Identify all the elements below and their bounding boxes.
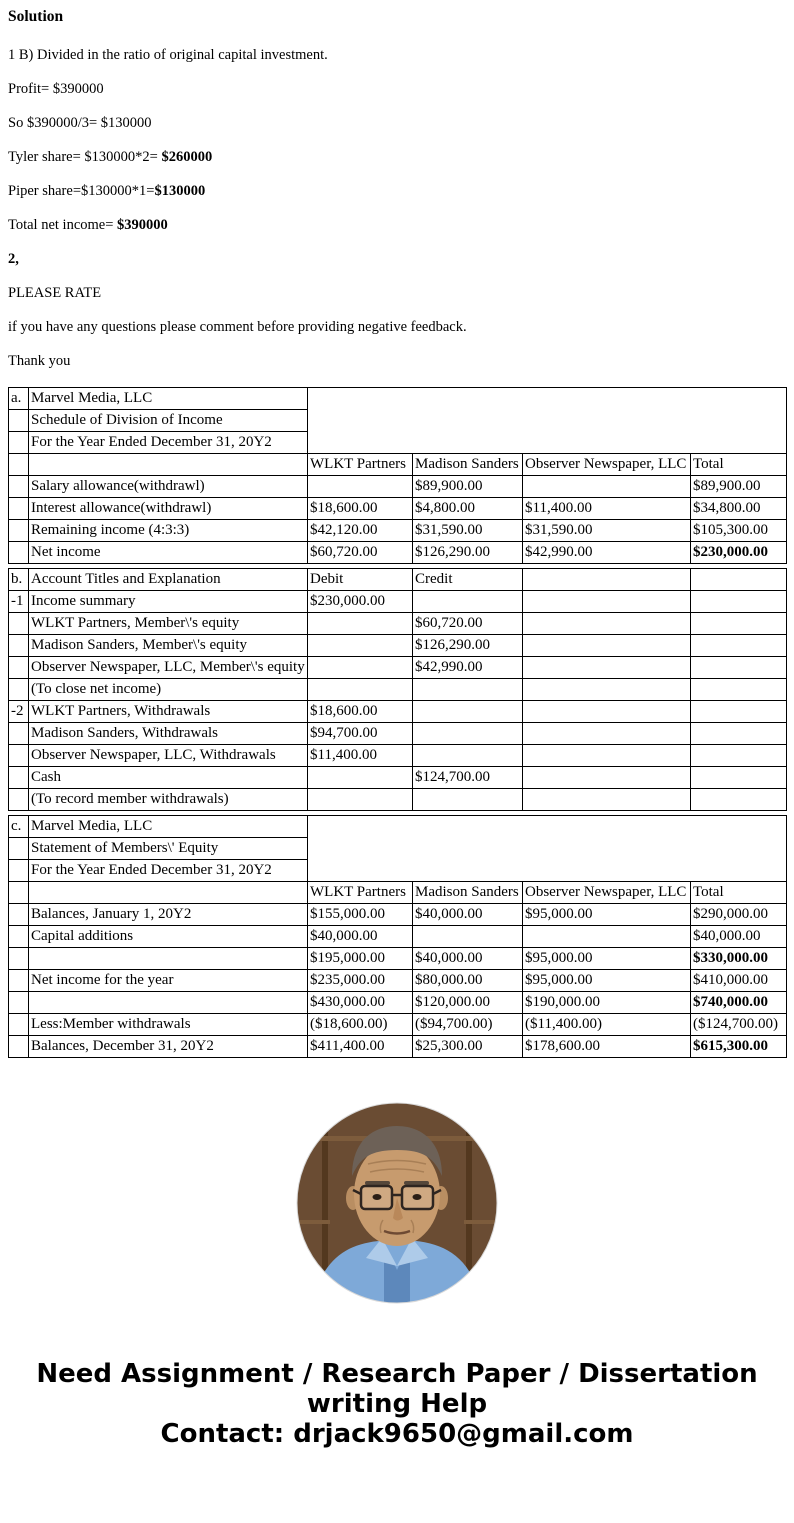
table-cell <box>523 569 691 591</box>
footer-help-text: Need Assignment / Research Paper / Dissertation writing Help <box>36 1359 758 1419</box>
footer-contact-email: Contact: drjack9650@gmail.com <box>160 1419 634 1449</box>
table-cell <box>9 498 29 520</box>
table-row <box>9 476 787 498</box>
table-cell: Total <box>691 454 787 476</box>
table-cell <box>691 679 787 701</box>
table-cell <box>308 388 787 454</box>
table-row <box>9 635 787 657</box>
table-cell: For the Year Ended December 31, 20Y2 <box>29 860 308 882</box>
table-cell <box>523 701 691 723</box>
table-cell: Madison Sanders, Withdrawals <box>29 723 308 745</box>
table-cell <box>9 679 29 701</box>
table-cell <box>691 701 787 723</box>
table-cell: $195,000.00 <box>308 948 413 970</box>
table-cell: Cash <box>29 767 308 789</box>
table-cell <box>9 613 29 635</box>
table-row <box>9 767 787 789</box>
solution-paragraph: Piper share=$130000*1=$130000 <box>8 183 206 199</box>
table-row <box>9 613 787 635</box>
tutor-photo-image <box>296 1102 498 1304</box>
table-cell <box>308 476 413 498</box>
table-cell <box>413 679 523 701</box>
table-cell: $230,000.00 <box>691 542 787 564</box>
table-row <box>9 789 787 811</box>
table-row <box>9 454 787 476</box>
table-row <box>9 591 787 613</box>
table-cell <box>9 657 29 679</box>
table-cell <box>691 569 787 591</box>
solution-paragraph: Thank you <box>8 353 71 369</box>
table-row <box>9 926 787 948</box>
table-cell <box>691 745 787 767</box>
table-cell <box>523 745 691 767</box>
table-cell: $95,000.00 <box>523 904 691 926</box>
table-cell <box>29 948 308 970</box>
table-cell: ($94,700.00) <box>413 1014 523 1036</box>
table-row <box>9 569 787 591</box>
division-of-income-table <box>8 387 787 564</box>
table-row <box>9 520 787 542</box>
table-cell: $89,900.00 <box>691 476 787 498</box>
table-cell: Madison Sanders, Member\'s equity <box>29 635 308 657</box>
table-cell <box>523 613 691 635</box>
table-cell: $126,290.00 <box>413 542 523 564</box>
table-cell: WLKT Partners <box>308 882 413 904</box>
table-cell: Observer Newspaper, LLC, Member\'s equity <box>29 657 308 679</box>
table-cell: b. <box>9 569 29 591</box>
table-cell: $31,590.00 <box>413 520 523 542</box>
table-cell: (To record member withdrawals) <box>29 789 308 811</box>
table-cell <box>29 454 308 476</box>
table-cell: $40,000.00 <box>691 926 787 948</box>
solution-paragraph: 2, <box>8 251 19 267</box>
table-cell: WLKT Partners <box>308 454 413 476</box>
table-cell <box>523 635 691 657</box>
table-cell: $330,000.00 <box>691 948 787 970</box>
table-row <box>9 904 787 926</box>
table-row <box>9 723 787 745</box>
table-cell: $410,000.00 <box>691 970 787 992</box>
table-cell: $124,700.00 <box>413 767 523 789</box>
solution-paragraph: Total net income= $390000 <box>8 217 168 233</box>
table-cell <box>523 679 691 701</box>
table-cell <box>9 723 29 745</box>
table-cell: $178,600.00 <box>523 1036 691 1058</box>
table-cell: Less:Member withdrawals <box>29 1014 308 1036</box>
table-cell <box>9 948 29 970</box>
solution-document <box>8 8 786 1449</box>
table-cell: Balances, January 1, 20Y2 <box>29 904 308 926</box>
table-cell <box>413 591 523 613</box>
table-cell <box>413 745 523 767</box>
table-cell: (To close net income) <box>29 679 308 701</box>
table-cell <box>523 657 691 679</box>
table-cell <box>9 882 29 904</box>
table-cell: $120,000.00 <box>413 992 523 1014</box>
solution-intro <box>8 47 786 370</box>
table-cell: $11,400.00 <box>308 745 413 767</box>
table-cell: Credit <box>413 569 523 591</box>
table-cell <box>9 432 29 454</box>
table-cell: $11,400.00 <box>523 498 691 520</box>
table-cell <box>29 992 308 1014</box>
table-cell: Net income for the year <box>29 970 308 992</box>
table-cell <box>308 816 787 882</box>
table-cell: $42,990.00 <box>413 657 523 679</box>
footer-banner <box>8 1359 786 1449</box>
table-cell <box>9 542 29 564</box>
table-cell: $42,990.00 <box>523 542 691 564</box>
table-row <box>9 1014 787 1036</box>
table-cell: Marvel Media, LLC <box>29 388 308 410</box>
solution-paragraph: if you have any questions please comment before providing negative feedback. <box>8 319 467 335</box>
table-cell: c. <box>9 816 29 838</box>
table-cell <box>308 767 413 789</box>
table-cell: $89,900.00 <box>413 476 523 498</box>
table-cell <box>308 635 413 657</box>
table-cell: $94,700.00 <box>308 723 413 745</box>
table-row <box>9 948 787 970</box>
table-cell: Salary allowance(withdrawl) <box>29 476 308 498</box>
table-cell <box>9 635 29 657</box>
table-row <box>9 882 787 904</box>
table-cell: $740,000.00 <box>691 992 787 1014</box>
table-cell: $230,000.00 <box>308 591 413 613</box>
table-cell <box>523 591 691 613</box>
solution-paragraph: So $390000/3= $130000 <box>8 115 152 131</box>
table-cell <box>691 613 787 635</box>
table-row <box>9 498 787 520</box>
table-cell <box>691 767 787 789</box>
table-cell: ($18,600.00) <box>308 1014 413 1036</box>
table-cell: For the Year Ended December 31, 20Y2 <box>29 432 308 454</box>
table-cell <box>9 410 29 432</box>
table-row <box>9 388 787 410</box>
table-cell: $42,120.00 <box>308 520 413 542</box>
table-cell <box>29 882 308 904</box>
table-row <box>9 542 787 564</box>
table-cell <box>9 992 29 1014</box>
table-cell: $95,000.00 <box>523 970 691 992</box>
table-row <box>9 970 787 992</box>
table-cell <box>523 476 691 498</box>
table-cell <box>523 926 691 948</box>
solution-paragraph: Tyler share= $130000*2= $260000 <box>8 149 213 165</box>
table-cell: $34,800.00 <box>691 498 787 520</box>
solution-heading: Solution <box>8 8 64 25</box>
tutor-photo <box>8 1102 786 1309</box>
table-row <box>9 679 787 701</box>
table-cell: $40,000.00 <box>308 926 413 948</box>
table-cell <box>9 970 29 992</box>
table-cell: Balances, December 31, 20Y2 <box>29 1036 308 1058</box>
table-cell: Net income <box>29 542 308 564</box>
table-cell: Interest allowance(withdrawl) <box>29 498 308 520</box>
table-cell: $290,000.00 <box>691 904 787 926</box>
table-cell: a. <box>9 388 29 410</box>
table-cell: $31,590.00 <box>523 520 691 542</box>
table-cell: $40,000.00 <box>413 948 523 970</box>
table-cell: Capital additions <box>29 926 308 948</box>
table-cell <box>413 701 523 723</box>
table-cell <box>691 591 787 613</box>
table-cell <box>523 767 691 789</box>
table-cell <box>413 789 523 811</box>
table-cell: Observer Newspaper, LLC <box>523 454 691 476</box>
table-cell <box>9 904 29 926</box>
table-cell: Total <box>691 882 787 904</box>
table-cell: $430,000.00 <box>308 992 413 1014</box>
table-cell <box>9 860 29 882</box>
solution-paragraph: 1 B) Divided in the ratio of original capital investment. <box>8 47 328 63</box>
table-row <box>9 816 787 838</box>
table-cell: $18,600.00 <box>308 498 413 520</box>
table-row <box>9 701 787 723</box>
table-cell: -1 <box>9 591 29 613</box>
table-cell: $25,300.00 <box>413 1036 523 1058</box>
table-cell <box>9 926 29 948</box>
table-cell <box>9 454 29 476</box>
table-cell: $190,000.00 <box>523 992 691 1014</box>
solution-paragraph: PLEASE RATE <box>8 285 102 301</box>
table-cell: Statement of Members\' Equity <box>29 838 308 860</box>
table-cell <box>691 723 787 745</box>
table-cell <box>308 613 413 635</box>
table-cell <box>413 926 523 948</box>
table-cell: WLKT Partners, Withdrawals <box>29 701 308 723</box>
table-cell <box>9 789 29 811</box>
table-cell <box>9 767 29 789</box>
table-cell: $4,800.00 <box>413 498 523 520</box>
table-cell: WLKT Partners, Member\'s equity <box>29 613 308 635</box>
table-cell <box>9 476 29 498</box>
table-cell <box>308 679 413 701</box>
table-cell: $95,000.00 <box>523 948 691 970</box>
table-cell <box>691 789 787 811</box>
table-cell: Madison Sanders <box>413 454 523 476</box>
table-cell: $18,600.00 <box>308 701 413 723</box>
table-cell: -2 <box>9 701 29 723</box>
table-cell <box>691 657 787 679</box>
table-cell: $60,720.00 <box>413 613 523 635</box>
table-cell: Marvel Media, LLC <box>29 816 308 838</box>
table-cell <box>9 838 29 860</box>
table-cell: ($124,700.00) <box>691 1014 787 1036</box>
table-row <box>9 1036 787 1058</box>
journal-entries-table <box>8 568 787 811</box>
table-cell <box>9 745 29 767</box>
table-cell <box>523 789 691 811</box>
table-cell: Schedule of Division of Income <box>29 410 308 432</box>
table-row <box>9 657 787 679</box>
table-cell <box>308 657 413 679</box>
table-cell: Observer Newspaper, LLC <box>523 882 691 904</box>
members-equity-table <box>8 815 787 1058</box>
table-cell: $235,000.00 <box>308 970 413 992</box>
table-cell: $60,720.00 <box>308 542 413 564</box>
table-cell: Account Titles and Explanation <box>29 569 308 591</box>
table-cell: ($11,400.00) <box>523 1014 691 1036</box>
table-cell: $411,400.00 <box>308 1036 413 1058</box>
table-cell: Observer Newspaper, LLC, Withdrawals <box>29 745 308 767</box>
table-cell <box>413 723 523 745</box>
solution-paragraph: Profit= $390000 <box>8 81 104 97</box>
table-cell: $105,300.00 <box>691 520 787 542</box>
table-cell <box>308 789 413 811</box>
table-cell <box>9 1014 29 1036</box>
table-cell: Remaining income (4:3:3) <box>29 520 308 542</box>
table-cell <box>523 723 691 745</box>
table-cell: Debit <box>308 569 413 591</box>
table-row <box>9 745 787 767</box>
table-cell: $40,000.00 <box>413 904 523 926</box>
table-cell <box>9 520 29 542</box>
table-cell: $80,000.00 <box>413 970 523 992</box>
table-row <box>9 992 787 1014</box>
table-cell <box>691 635 787 657</box>
table-cell <box>9 1036 29 1058</box>
table-cell: Income summary <box>29 591 308 613</box>
table-cell: $615,300.00 <box>691 1036 787 1058</box>
table-cell: Madison Sanders <box>413 882 523 904</box>
table-cell: $155,000.00 <box>308 904 413 926</box>
table-cell: $126,290.00 <box>413 635 523 657</box>
